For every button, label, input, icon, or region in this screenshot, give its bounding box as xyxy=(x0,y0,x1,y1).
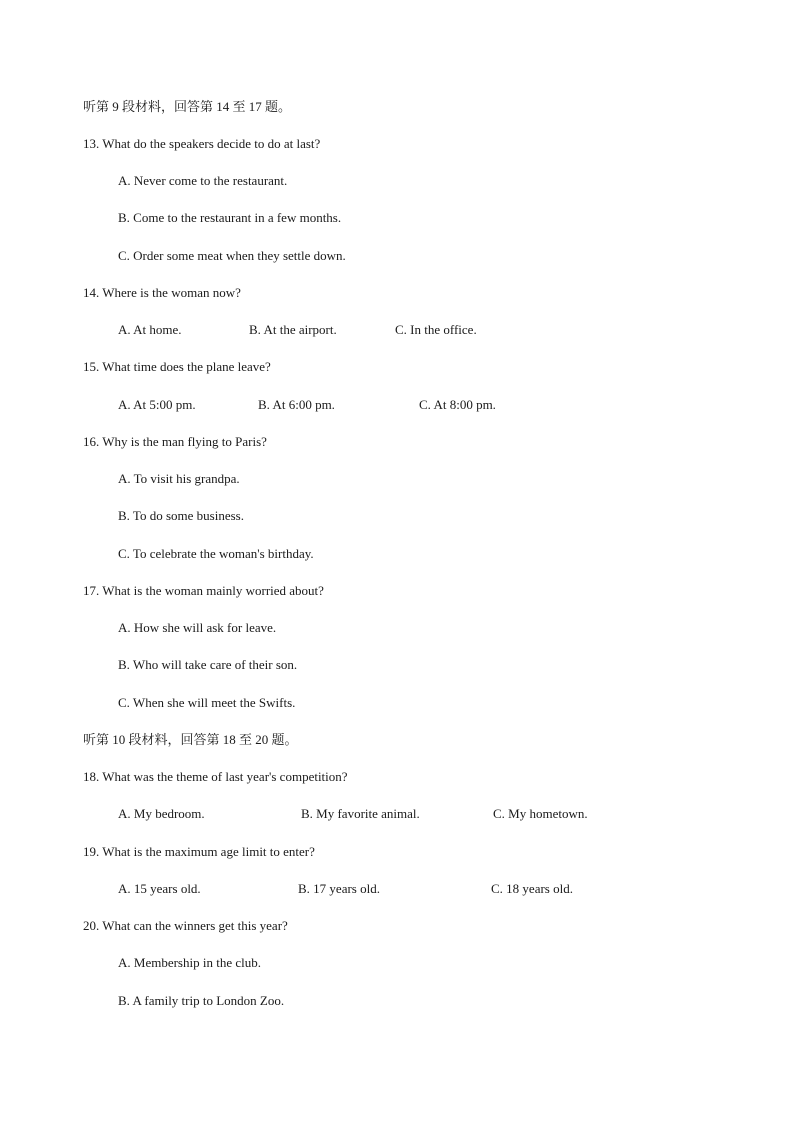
question-13: 13. What do the speakers decide to do at last? xyxy=(83,136,321,151)
option-17-c: C. When she will meet the Swifts. xyxy=(118,695,296,710)
option-16-c: C. To celebrate the woman's birthday. xyxy=(118,546,314,561)
option-18-c: C. My hometown. xyxy=(493,806,588,821)
option-16-a: A. To visit his grandpa. xyxy=(118,471,240,486)
question-19: 19. What is the maximum age limit to enter? xyxy=(83,844,315,859)
question-15: 15. What time does the plane leave? xyxy=(83,359,271,374)
option-19-a: A. 15 years old. xyxy=(118,881,201,896)
option-19-b: B. 17 years old. xyxy=(298,881,380,896)
question-16: 16. Why is the man flying to Paris? xyxy=(83,434,267,449)
option-20-b: B. A family trip to London Zoo. xyxy=(118,993,285,1008)
option-17-a: A. How she will ask for leave. xyxy=(118,620,277,635)
option-20-a: A. Membership in the club. xyxy=(118,955,261,970)
option-18-a: A. My bedroom. xyxy=(118,806,205,821)
option-15-a: A. At 5:00 pm. xyxy=(118,397,196,412)
option-16-b: B. To do some business. xyxy=(118,508,244,523)
question-14: 14. Where is the woman now? xyxy=(83,285,241,300)
option-15-c: C. At 8:00 pm. xyxy=(419,397,496,412)
option-17-b: B. Who will take care of their son. xyxy=(118,657,298,672)
option-19-c: C. 18 years old. xyxy=(491,881,573,896)
option-13-c: C. Order some meat when they settle down. xyxy=(118,248,346,263)
option-14-b: B. At the airport. xyxy=(249,322,337,337)
option-18-b: B. My favorite animal. xyxy=(301,806,420,821)
question-20: 20. What can the winners get this year? xyxy=(83,918,288,933)
option-13-a: A. Never come to the restaurant. xyxy=(118,173,288,188)
option-14-c: C. In the office. xyxy=(395,322,477,337)
question-18: 18. What was the theme of last year's competition? xyxy=(83,769,348,784)
option-13-b: B. Come to the restaurant in a few months. xyxy=(118,210,342,225)
question-17: 17. What is the woman mainly worried about? xyxy=(83,583,324,598)
option-15-b: B. At 6:00 pm. xyxy=(258,397,335,412)
section-heading: 听第 9 段材料，回答第 14 至 17 题。 xyxy=(83,99,292,114)
section-heading: 听第 10 段材料，回答第 18 至 20 题。 xyxy=(83,732,298,747)
option-14-a: A. At home. xyxy=(118,322,182,337)
